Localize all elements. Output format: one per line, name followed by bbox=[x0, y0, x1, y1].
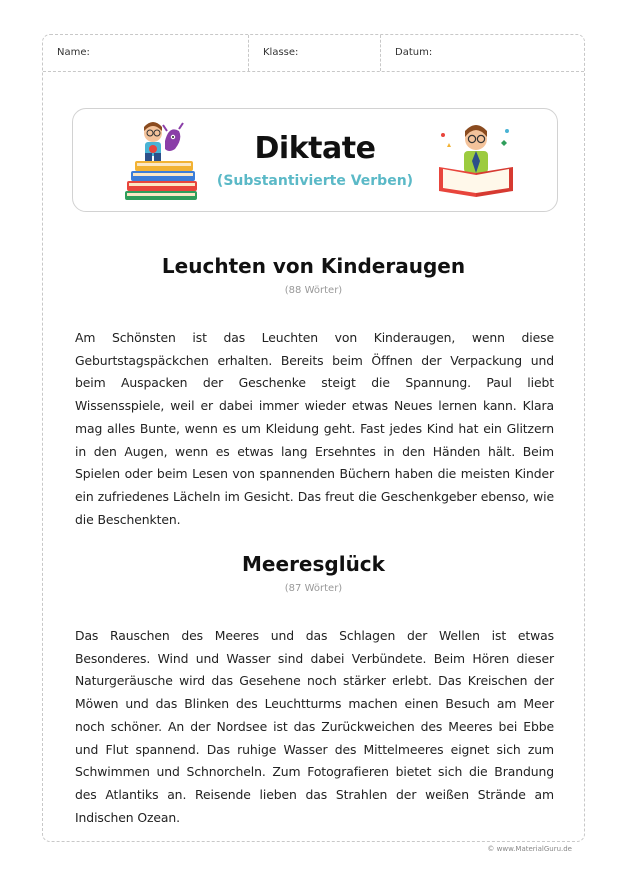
name-field[interactable] bbox=[43, 35, 249, 71]
story-2-text: Das Rauschen des Meeres und das Schlagen der Wellen ist etwas Besonderes. Wind und Wasser sind dabei Verbündete. Beim Hören dieser Naturgeräusche wird das Gesehene noch stärker erlebt. Das Kreischen der Möwen und das Blinken des Leuchtturms machen einen Besuch am Meer noch schöner. An der Nordsee ist das Zurückweichen des Meeres bei Ebbe und Flut spannend. Das ruhige Wasser des Mittelmeeres eignet sich zum Schwimmen und Schnorcheln. Zum Fotografieren bietet sich die Brandung des Atlantiks an. Reisende lieben das Strahlen der weißen Strände am Indischen Ozean. bbox=[75, 628, 554, 825]
title-box bbox=[72, 108, 558, 212]
story-2-word-count: (87 Wörter) bbox=[284, 583, 343, 594]
subtitle: (Substantivierte Verben) bbox=[216, 173, 414, 189]
class-label: Klasse: bbox=[263, 47, 299, 58]
date-label: Datum: bbox=[395, 47, 433, 58]
story-1-word-count: (88 Wörter) bbox=[284, 285, 343, 296]
copyright-footer: © www.MaterialGuru.de bbox=[487, 845, 572, 853]
story-1-text: Am Schönsten ist das Leuchten von Kinderaugen, wenn diese Geburtstagspäckchen erhalten. Bereits beim Öffnen der Verpackung und beim Auspacken der Geschenke steigt die Spannung. Paul liebt Wissensspiele, weil er dabei immer wieder etwas Neues lernen kann. Klara mag alles Bunte, wenn es um Kleidung geht. Fast jedes Kind hat ein Glitzern in den Augen, wenn es etwas lang Ersehntes in den Händen hält. Beim Spielen oder beim Lesen von spannenden Büchern haben die meisten Kinder ein zufriedenes Lächeln im Gesicht. Das freut die Geschenkgeber ebenso, wie die Beschenkten. bbox=[75, 330, 554, 527]
class-field[interactable] bbox=[249, 35, 381, 71]
date-field[interactable] bbox=[381, 35, 586, 71]
story-2-title: Meeresglück bbox=[242, 552, 385, 576]
name-label: Name: bbox=[57, 47, 90, 58]
story-1-title: Leuchten von Kinderaugen bbox=[161, 254, 466, 278]
child-reading-book-illustration-icon bbox=[431, 121, 521, 201]
header-fields bbox=[43, 35, 584, 72]
main-title: Diktate bbox=[254, 131, 376, 166]
